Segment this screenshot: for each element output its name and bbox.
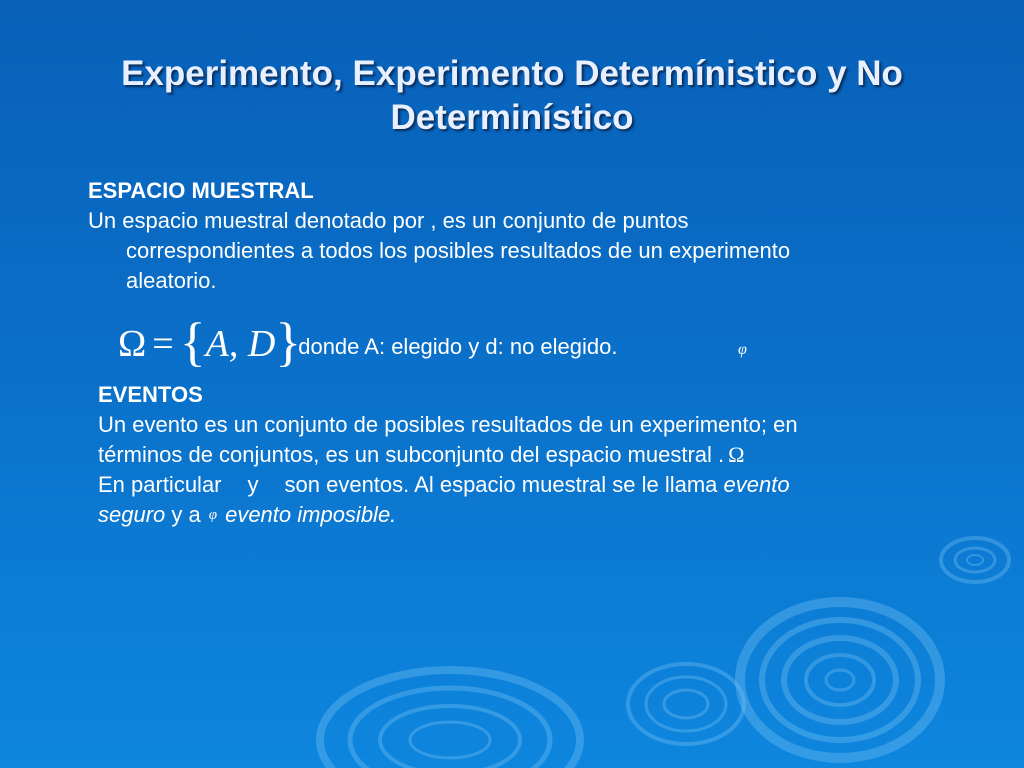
slide-title [40, 52, 984, 140]
formula-note: , donde A: elegido y d: no elegido. [286, 334, 618, 359]
eventos-line-1: Un evento es un conjunto de posibles resultados de un experimento; en [98, 412, 798, 437]
eventos-line-2 [98, 440, 938, 470]
espacio-muestral-section [88, 176, 968, 296]
eventos-line-3-y: y [247, 472, 259, 497]
formula-set-content: A, D [205, 323, 276, 365]
equals-sign: = [152, 323, 174, 365]
eventos-heading: EVENTOS [98, 382, 203, 407]
eventos-line-3-b: son eventos. Al espacio muestral se le llama [284, 472, 718, 497]
eventos-line-3 [98, 470, 938, 500]
open-brace: { [179, 312, 206, 372]
omega-inline-symbol: Ω [728, 442, 745, 467]
eventos-line-4 [98, 500, 938, 530]
eventos-line-2-text: términos de conjuntos, es un subconjunto del espacio muestral . [98, 442, 725, 467]
title-line-2: Determinístico [390, 98, 634, 137]
omega-symbol: Ω [118, 323, 147, 365]
eventos-line-3-a: En particular [98, 472, 222, 497]
title-line-1: Experimento, Experimento Determínistico y No [121, 54, 903, 93]
espacio-muestral-line-2: correspondientes a todos los posibles resultados de un experimento [126, 238, 791, 263]
empty-set-inline-symbol: φ [208, 507, 218, 523]
eventos-line-4-a: y a [171, 502, 201, 527]
eventos-section [98, 380, 938, 530]
close-brace: } [275, 312, 302, 372]
sample-space-formula [118, 312, 301, 372]
eventos-line-4-emphasis-1: seguro [98, 502, 166, 527]
eventos-line-3-emphasis: evento [723, 472, 790, 497]
empty-set-symbol: φ [738, 341, 747, 358]
espacio-muestral-line-3: aleatorio. [126, 268, 217, 293]
espacio-muestral-heading: ESPACIO MUESTRAL [88, 178, 314, 203]
espacio-muestral-line-1: Un espacio muestral denotado por , es un conjunto de puntos [88, 208, 689, 233]
eventos-line-4-emphasis-2: evento imposible. [225, 502, 397, 527]
